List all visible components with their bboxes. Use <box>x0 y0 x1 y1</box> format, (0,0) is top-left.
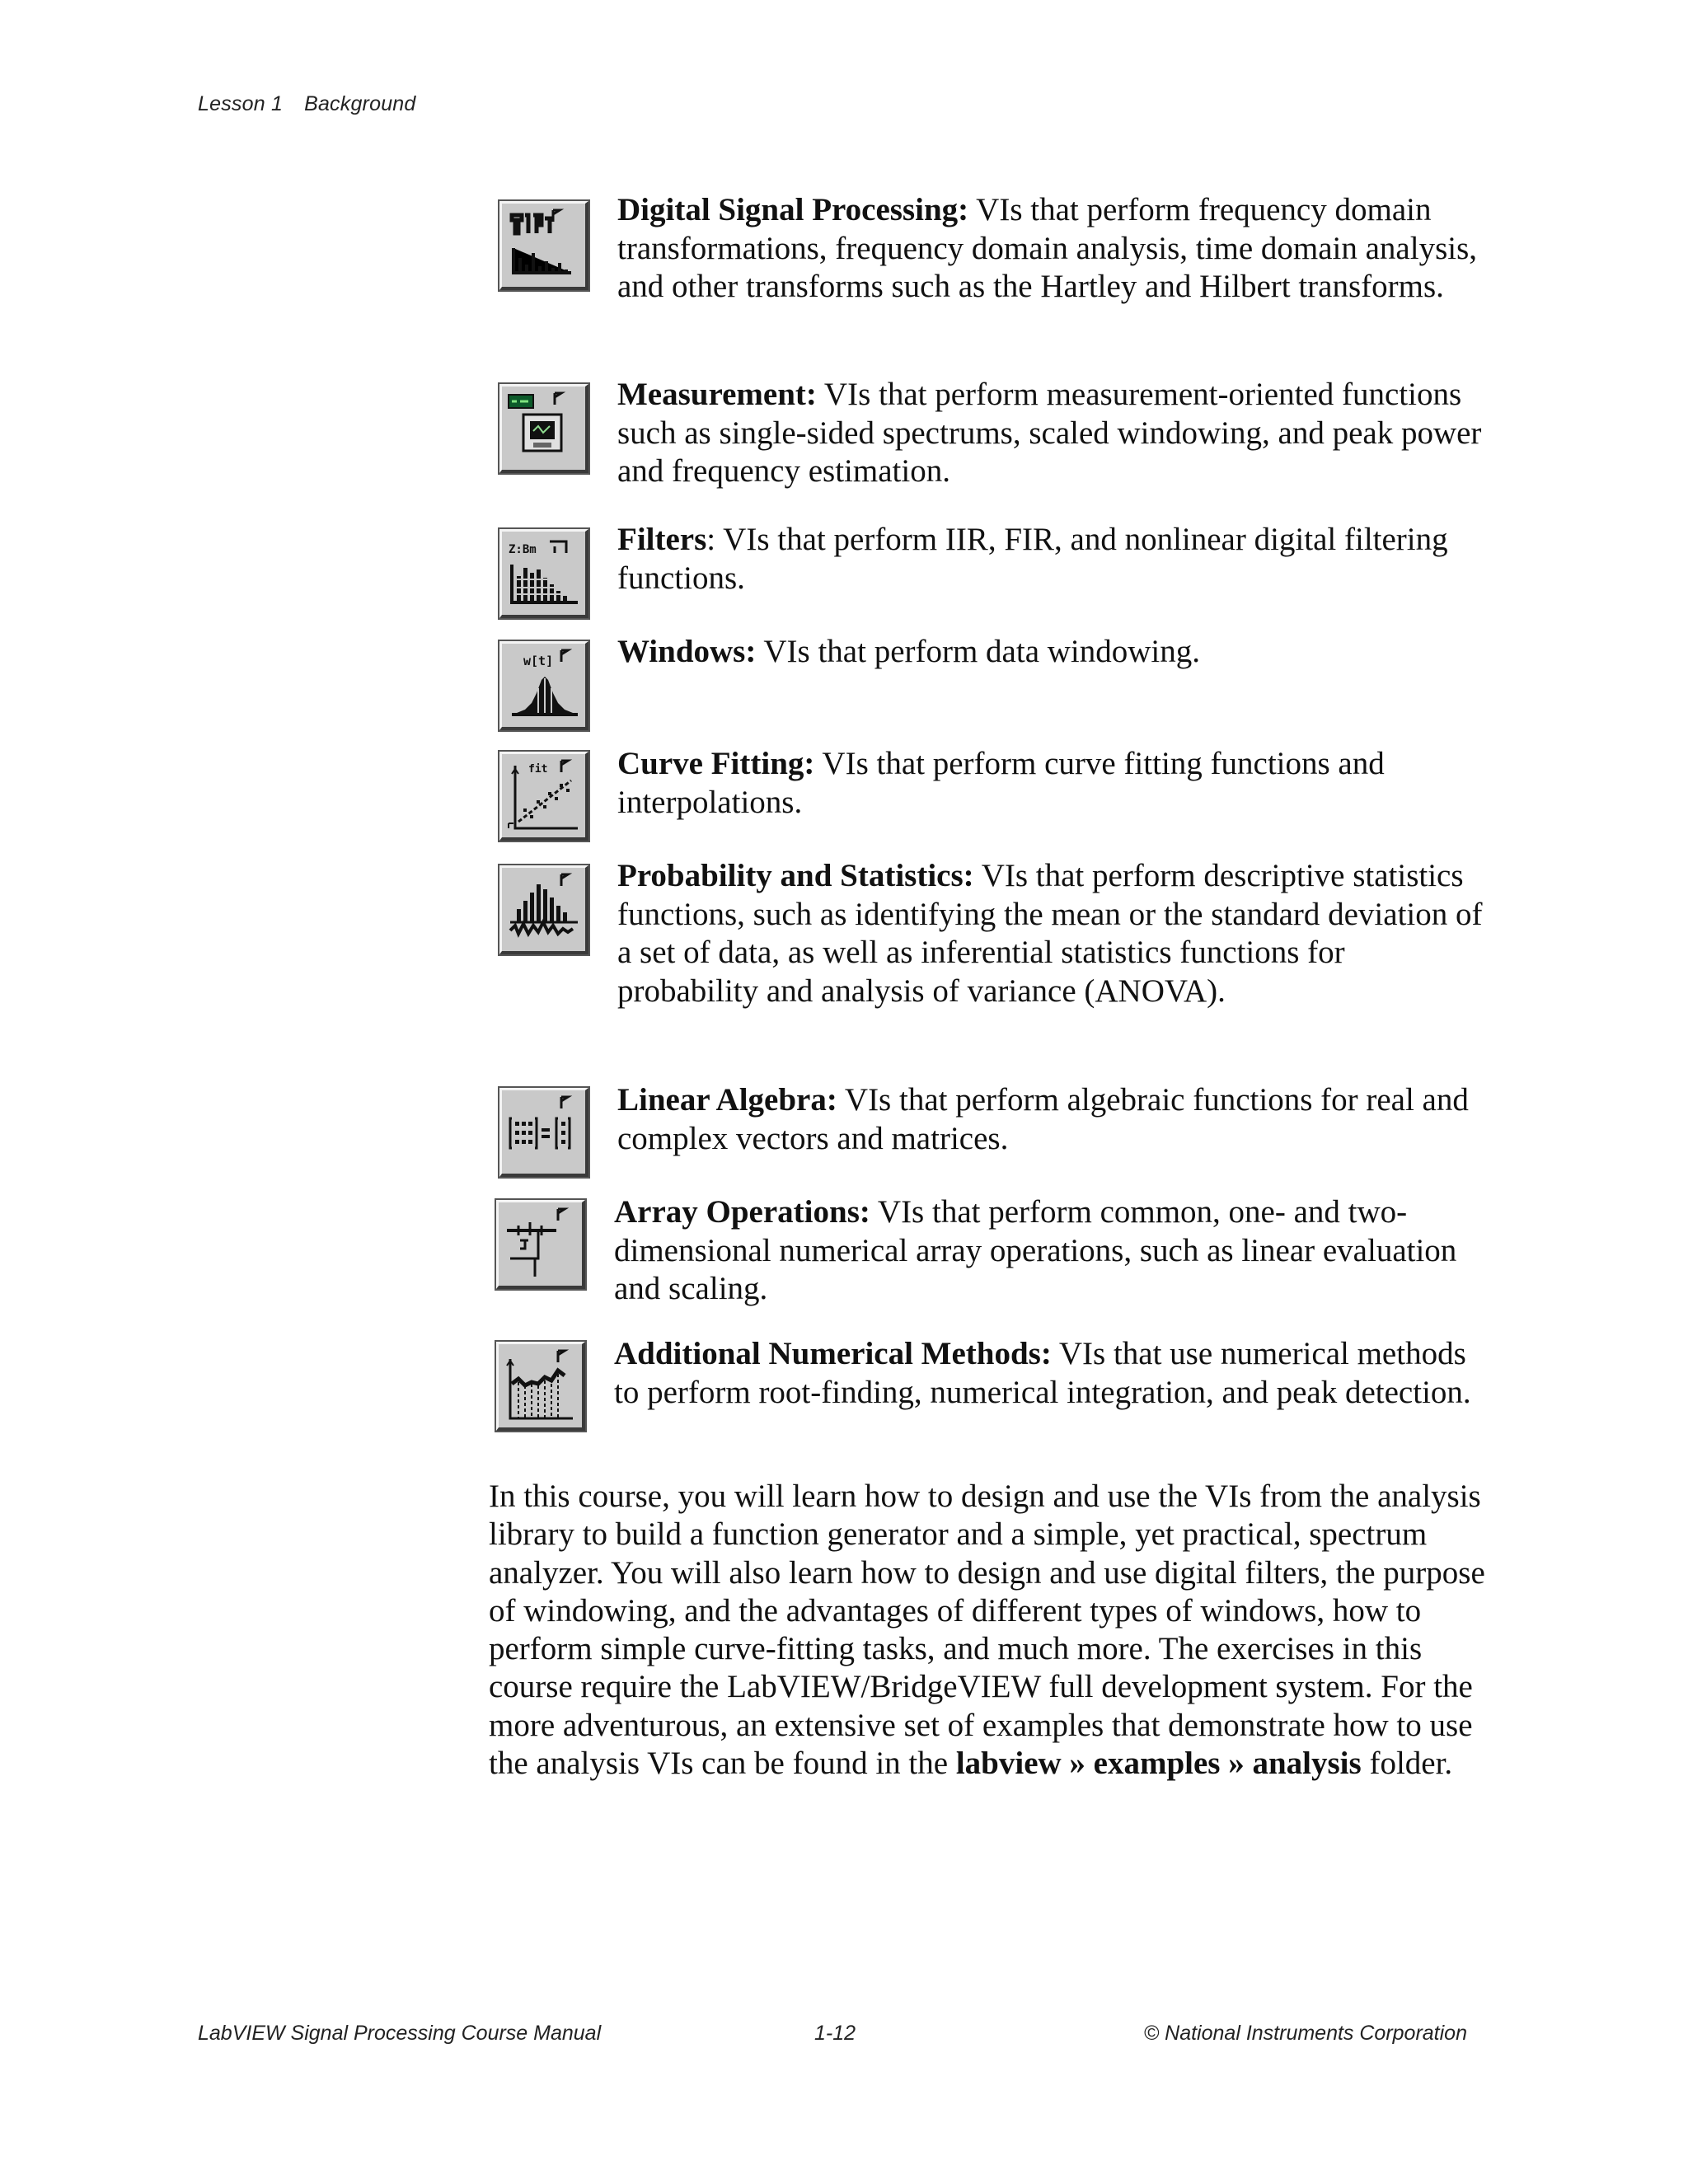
entry-text <box>617 191 1483 307</box>
entry-body: VIs that perform curve fitting functions and interpolations. <box>617 746 1385 820</box>
footer-copyright: © National Instruments Corporation <box>1143 2022 1467 2045</box>
entry-title: Linear Algebra: <box>617 1082 837 1118</box>
entry-text <box>617 521 1483 598</box>
folder-path: labview » examples » analysis <box>955 1746 1362 1782</box>
entry-title: Filters <box>617 522 707 557</box>
header-section: Background <box>304 92 416 115</box>
curve-fitting-icon <box>499 752 588 841</box>
paragraph-end: folder. <box>1361 1746 1453 1782</box>
running-header <box>198 92 416 116</box>
entry-body: VIs that perform descriptive statistics functions, such as identifying the mean or the standard deviation of a set of data, as well as inferential statistics functions for probability and analysis of variance (ANOVA). <box>617 858 1483 1009</box>
entry-text <box>617 857 1483 1010</box>
probability-statistics-icon <box>499 865 588 954</box>
entry-body: VIs that perform frequency domain transformations, frequency domain analysis, time domain analysis, and other transforms such as the Hartley and Hilbert transforms. <box>617 192 1478 304</box>
entry-body: VIs that perform data windowing. <box>756 634 1201 669</box>
footer-manual-title: LabVIEW Signal Processing Course Manual <box>198 2022 602 2045</box>
header-lesson: Lesson 1 <box>198 92 284 115</box>
svg-text:fit: fit <box>528 763 548 776</box>
entry-title: Probability and Statistics: <box>617 858 974 893</box>
svg-text:w[t]: w[t] <box>523 654 554 668</box>
entry-title: Additional Numerical Methods: <box>614 1336 1052 1371</box>
svg-text:Z:Bm: Z:Bm <box>509 543 537 556</box>
entry-title: Digital Signal Processing: <box>617 192 969 227</box>
array-operations-icon <box>496 1200 585 1289</box>
entry-text <box>614 1335 1479 1412</box>
windows-icon <box>499 641 588 730</box>
entry-body: VIs that perform measurement-oriented functions such as single-sided spectrums, scaled windowing, and peak power and frequency estimation. <box>617 377 1482 489</box>
numerical-methods-icon <box>496 1342 585 1431</box>
entry-text <box>617 745 1483 822</box>
entry-body: VIs that perform common, one- and two-dimensional numerical array operations, such as linear evaluation and scaling. <box>614 1194 1457 1306</box>
entry-title: Measurement: <box>617 377 817 412</box>
course-paragraph <box>489 1478 1490 1783</box>
entry-title: Windows: <box>617 634 757 669</box>
entry-title: Curve Fitting: <box>617 746 815 781</box>
page-number: 1-12 <box>814 2022 856 2045</box>
paragraph-text: In this course, you will learn how to design and use the VIs from the analysis library to build a function generator and a simple, yet practical, spectrum analyzer. You will also learn how to design and use digital filters, the purpose of windowing, and the advantages of different types of windows, how to perform simple curve-fitting tasks, and much more. The exercises in this course require the LabVIEW/BridgeVIEW full development system. For the more adventurous, an extensive set of examples that demonstrate how to use the analysis VIs can be found in the <box>489 1479 1485 1782</box>
entry-body: VIs that perform algebraic functions for real and complex vectors and matrices. <box>617 1082 1469 1156</box>
linear-algebra-icon <box>499 1088 588 1177</box>
measurement-icon <box>499 384 588 473</box>
entry-text <box>617 1081 1483 1158</box>
dsp-icon <box>499 201 588 290</box>
entry-text <box>614 1193 1479 1309</box>
entry-text <box>617 376 1483 491</box>
filters-icon <box>499 529 588 618</box>
entry-body: : VIs that perform IIR, FIR, and nonlinear digital filtering functions. <box>617 522 1448 596</box>
entry-body: VIs that use numerical methods to perform root-finding, numerical integration, and peak detection. <box>614 1336 1471 1410</box>
entry-text <box>617 633 1483 672</box>
entry-title: Array Operations: <box>614 1194 870 1230</box>
